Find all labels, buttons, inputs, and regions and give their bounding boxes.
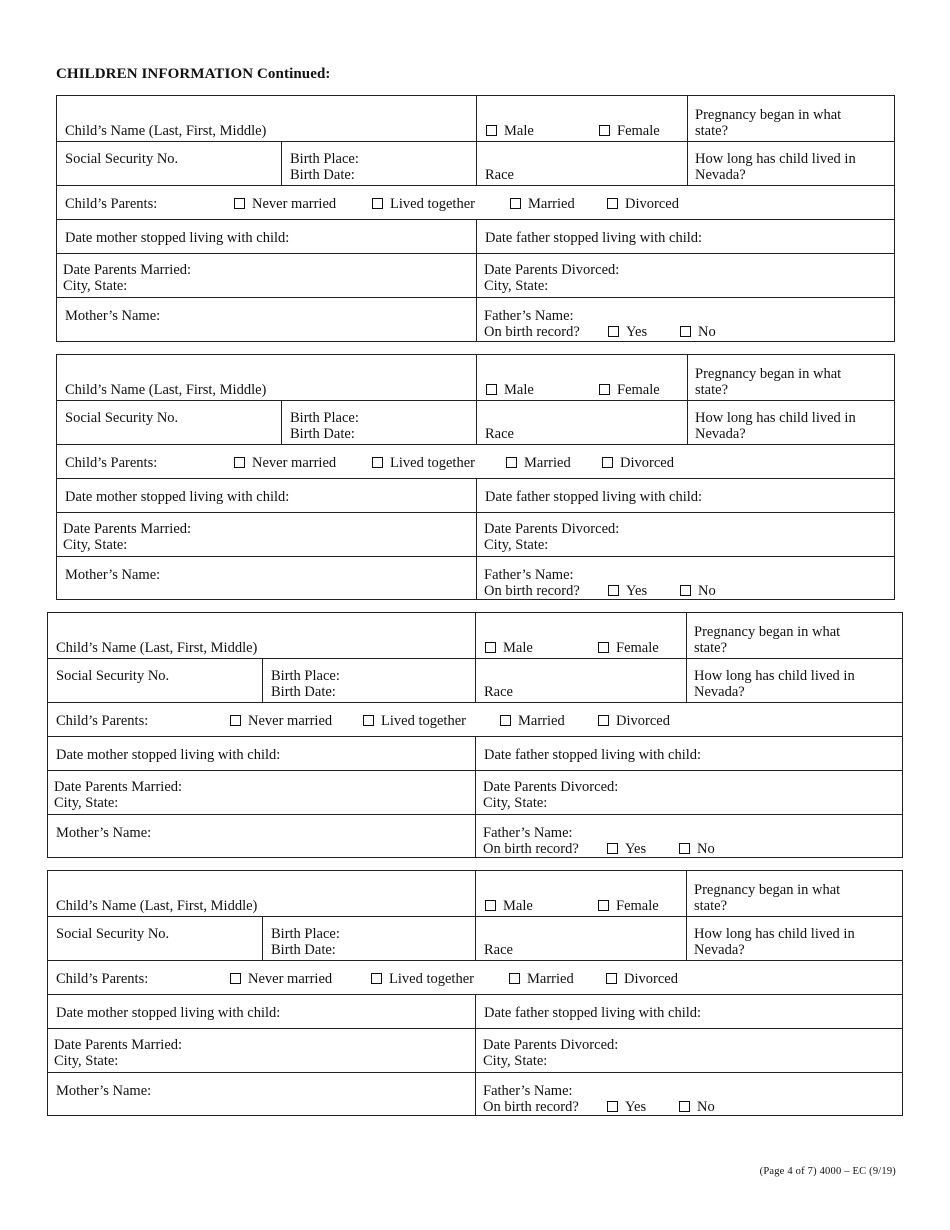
pregnancy-label-line2: state?	[694, 898, 728, 914]
marriage-row	[57, 512, 894, 557]
pregnancy-state-field[interactable]	[686, 613, 902, 658]
birth-place-label: Birth Place:	[290, 151, 359, 167]
mother-stopped-field[interactable]	[48, 995, 475, 1029]
birth-date-label: Birth Date:	[290, 426, 355, 442]
mother-name-field[interactable]	[48, 815, 475, 857]
never-married-label: Never married	[252, 196, 337, 212]
parents-label: Child’s Parents:	[65, 196, 158, 212]
lived-together-checkbox[interactable]	[371, 973, 382, 984]
parents-status-row	[48, 702, 902, 737]
female-checkbox[interactable]	[598, 642, 609, 653]
race-label: Race	[485, 426, 514, 442]
stopped-living-row	[48, 736, 902, 771]
name-row	[57, 355, 894, 400]
ssn-field[interactable]	[48, 917, 262, 961]
child-name-field[interactable]	[48, 871, 475, 916]
father-stopped-label: Date father stopped living with child:	[484, 1005, 702, 1021]
female-checkbox[interactable]	[599, 384, 610, 395]
child-information-block-3	[47, 612, 903, 858]
yes-label: Yes	[625, 841, 647, 857]
male-option[interactable]	[485, 898, 533, 914]
never-married-label: Never married	[252, 455, 337, 471]
name-row	[57, 96, 894, 141]
mother-name-label: Mother’s Name:	[65, 308, 161, 324]
father-stopped-field[interactable]	[475, 995, 902, 1029]
divorced-option[interactable]	[598, 713, 670, 729]
birth-date-label: Birth Date:	[271, 684, 336, 700]
never-married-checkbox[interactable]	[234, 198, 245, 209]
female-checkbox[interactable]	[598, 900, 609, 911]
parents-divorced-label: Date Parents Divorced:	[484, 262, 620, 278]
female-checkbox[interactable]	[599, 125, 610, 136]
father-stopped-field[interactable]	[476, 220, 894, 254]
mother-name-label: Mother’s Name:	[56, 825, 152, 841]
parents-married-label: Date Parents Married:	[63, 521, 192, 537]
mother-stopped-label: Date mother stopped living with child:	[56, 747, 281, 763]
lived-together-label: Lived together	[390, 196, 475, 212]
yes-label: Yes	[626, 324, 648, 340]
pregnancy-label-line1: Pregnancy began in what	[694, 624, 841, 640]
child-name-label: Child’s Name (Last, First, Middle)	[56, 640, 258, 656]
child-name-label: Child’s Name (Last, First, Middle)	[65, 123, 267, 139]
married-checkbox[interactable]	[500, 715, 511, 726]
pregnancy-state-field[interactable]	[687, 96, 894, 141]
birth-record-no-option[interactable]	[680, 583, 716, 599]
lived-nevada-label-line1: How long has child lived in	[695, 151, 856, 167]
race-field[interactable]	[475, 917, 686, 961]
birth-record-no-option[interactable]	[679, 1099, 715, 1115]
divorced-option[interactable]	[602, 455, 674, 471]
father-name-label: Father’s Name:	[483, 1083, 573, 1099]
never-married-option[interactable]	[234, 455, 336, 471]
lived-together-option[interactable]	[371, 971, 474, 987]
birth-record-no-checkbox[interactable]	[680, 585, 691, 596]
birth-record-yes-checkbox[interactable]	[608, 326, 619, 337]
divorced-label: Divorced	[625, 196, 679, 212]
birth-field[interactable]	[281, 142, 476, 186]
stopped-living-row	[57, 478, 894, 513]
female-option[interactable]	[599, 382, 660, 398]
page-footer: (Page 4 of 7) 4000 – EC (9/19)	[759, 1166, 896, 1177]
male-checkbox[interactable]	[485, 642, 496, 653]
pregnancy-state-field[interactable]	[687, 355, 894, 400]
lived-together-option[interactable]	[372, 455, 475, 471]
parents-divorced-field[interactable]	[476, 513, 894, 557]
parents-married-label: Date Parents Married:	[54, 1037, 183, 1053]
never-married-label: Never married	[248, 971, 333, 987]
ssn-row	[48, 916, 902, 961]
lived-nevada-label-line2: Nevada?	[694, 684, 745, 700]
married-checkbox[interactable]	[506, 457, 517, 468]
parents-status-row	[48, 960, 902, 995]
pregnancy-label-line2: state?	[695, 382, 729, 398]
never-married-checkbox[interactable]	[230, 973, 241, 984]
race-field[interactable]	[475, 659, 686, 703]
father-name-field[interactable]	[476, 557, 894, 599]
divorced-label: Divorced	[620, 455, 674, 471]
names-row	[48, 814, 902, 857]
lived-nevada-field[interactable]	[687, 142, 894, 186]
lived-together-checkbox[interactable]	[372, 198, 383, 209]
lived-together-option[interactable]	[363, 713, 466, 729]
parents-married-label: Date Parents Married:	[54, 779, 183, 795]
birth-place-label: Birth Place:	[290, 410, 359, 426]
parents-divorced-label: Date Parents Divorced:	[484, 521, 620, 537]
lived-nevada-field[interactable]	[687, 401, 894, 445]
birth-date-label: Birth Date:	[290, 167, 355, 183]
divorced-label: Divorced	[616, 713, 670, 729]
race-field[interactable]	[476, 401, 687, 445]
on-birth-record-label: On birth record?	[484, 324, 580, 340]
parents-divorced-label: Date Parents Divorced:	[483, 1037, 619, 1053]
race-field[interactable]	[476, 142, 687, 186]
mother-stopped-field[interactable]	[57, 220, 476, 254]
lived-together-checkbox[interactable]	[372, 457, 383, 468]
father-name-field[interactable]	[476, 298, 894, 341]
birth-field[interactable]	[281, 401, 476, 445]
married-label: Married	[528, 196, 575, 212]
never-married-option[interactable]	[234, 196, 336, 212]
male-option[interactable]	[486, 382, 534, 398]
divorced-city-state-label: City, State:	[484, 278, 549, 294]
father-stopped-label: Date father stopped living with child:	[485, 230, 703, 246]
female-option[interactable]	[598, 640, 659, 656]
father-name-label: Father’s Name:	[484, 567, 574, 583]
parents-married-field[interactable]	[57, 254, 476, 298]
pregnancy-label-line1: Pregnancy began in what	[695, 107, 842, 123]
birth-record-yes-checkbox[interactable]	[607, 843, 618, 854]
child-information-block-1	[56, 95, 895, 342]
sex-field	[475, 613, 686, 658]
pregnancy-label-line2: state?	[694, 640, 728, 656]
female-label: Female	[617, 382, 660, 398]
no-label: No	[698, 324, 716, 340]
race-label: Race	[485, 167, 514, 183]
never-married-option[interactable]	[230, 713, 332, 729]
ssn-label: Social Security No.	[56, 668, 170, 684]
on-birth-record-label: On birth record?	[483, 841, 579, 857]
married-option[interactable]	[510, 196, 575, 212]
male-checkbox[interactable]	[485, 900, 496, 911]
father-stopped-label: Date father stopped living with child:	[485, 489, 703, 505]
lived-together-label: Lived together	[381, 713, 466, 729]
lived-together-option[interactable]	[372, 196, 475, 212]
male-checkbox[interactable]	[486, 384, 497, 395]
never-married-option[interactable]	[230, 971, 332, 987]
stopped-living-row	[48, 994, 902, 1029]
mother-name-field[interactable]	[48, 1073, 475, 1115]
mother-name-field[interactable]	[57, 557, 476, 599]
birth-record-no-option[interactable]	[680, 324, 716, 340]
married-city-state-label: City, State:	[63, 278, 128, 294]
married-city-state-label: City, State:	[54, 1053, 119, 1069]
lived-nevada-label-line2: Nevada?	[694, 942, 745, 958]
parents-divorced-field[interactable]	[475, 771, 902, 815]
name-row	[48, 871, 902, 916]
lived-nevada-label-line2: Nevada?	[695, 167, 746, 183]
names-row	[57, 297, 894, 341]
female-option[interactable]	[599, 123, 660, 139]
never-married-label: Never married	[248, 713, 333, 729]
birth-record-no-option[interactable]	[679, 841, 715, 857]
lived-nevada-label-line1: How long has child lived in	[695, 410, 856, 426]
married-checkbox[interactable]	[510, 198, 521, 209]
birth-record-yes-option[interactable]	[608, 583, 647, 599]
father-name-label: Father’s Name:	[484, 308, 574, 324]
stopped-living-row	[57, 219, 894, 254]
ssn-row	[57, 400, 894, 445]
pregnancy-state-field[interactable]	[686, 871, 902, 916]
ssn-label: Social Security No.	[56, 926, 170, 942]
yes-label: Yes	[625, 1099, 647, 1115]
male-label: Male	[503, 640, 533, 656]
birth-field[interactable]	[262, 917, 475, 961]
parents-married-field[interactable]	[57, 513, 476, 557]
female-option[interactable]	[598, 898, 659, 914]
parents-label: Child’s Parents:	[56, 971, 149, 987]
parents-divorced-field[interactable]	[475, 1029, 902, 1073]
divorced-city-state-label: City, State:	[483, 1053, 548, 1069]
pregnancy-label-line1: Pregnancy began in what	[695, 366, 842, 382]
child-name-label: Child’s Name (Last, First, Middle)	[65, 382, 267, 398]
mother-stopped-field[interactable]	[57, 479, 476, 513]
marriage-row	[48, 770, 902, 815]
female-label: Female	[617, 123, 660, 139]
never-married-checkbox[interactable]	[234, 457, 245, 468]
lived-nevada-label-line2: Nevada?	[695, 426, 746, 442]
child-name-field[interactable]	[48, 613, 475, 658]
birth-record-yes-checkbox[interactable]	[608, 585, 619, 596]
father-stopped-field[interactable]	[476, 479, 894, 513]
no-label: No	[697, 841, 715, 857]
birth-record-yes-option[interactable]	[608, 324, 647, 340]
birth-record-no-checkbox[interactable]	[680, 326, 691, 337]
never-married-checkbox[interactable]	[230, 715, 241, 726]
yes-label: Yes	[626, 583, 648, 599]
name-row	[48, 613, 902, 658]
female-label: Female	[616, 640, 659, 656]
divorced-option[interactable]	[607, 196, 679, 212]
ssn-row	[48, 658, 902, 703]
ssn-label: Social Security No.	[65, 151, 179, 167]
names-row	[57, 556, 894, 599]
divorced-checkbox[interactable]	[602, 457, 613, 468]
race-label: Race	[484, 942, 513, 958]
divorced-checkbox[interactable]	[606, 973, 617, 984]
lived-nevada-field[interactable]	[686, 659, 902, 703]
parents-divorced-label: Date Parents Divorced:	[483, 779, 619, 795]
ssn-field[interactable]	[48, 659, 262, 703]
lived-together-checkbox[interactable]	[363, 715, 374, 726]
mother-stopped-label: Date mother stopped living with child:	[65, 230, 290, 246]
parents-married-field[interactable]	[48, 1029, 475, 1073]
mother-name-label: Mother’s Name:	[56, 1083, 152, 1099]
father-name-field[interactable]	[475, 815, 902, 857]
lived-together-label: Lived together	[390, 455, 475, 471]
parents-married-field[interactable]	[48, 771, 475, 815]
pregnancy-label-line2: state?	[695, 123, 729, 139]
married-city-state-label: City, State:	[54, 795, 119, 811]
female-label: Female	[616, 898, 659, 914]
lived-together-label: Lived together	[389, 971, 474, 987]
child-name-field[interactable]	[57, 96, 476, 141]
father-name-field[interactable]	[475, 1073, 902, 1115]
divorced-city-state-label: City, State:	[483, 795, 548, 811]
lived-nevada-label-line1: How long has child lived in	[694, 926, 855, 942]
parents-married-label: Date Parents Married:	[63, 262, 192, 278]
birth-place-label: Birth Place:	[271, 926, 340, 942]
parents-status-row	[57, 185, 894, 220]
birth-place-label: Birth Place:	[271, 668, 340, 684]
divorced-checkbox[interactable]	[598, 715, 609, 726]
father-name-label: Father’s Name:	[483, 825, 573, 841]
birth-field[interactable]	[262, 659, 475, 703]
divorced-option[interactable]	[606, 971, 678, 987]
male-option[interactable]	[485, 640, 533, 656]
sex-field	[476, 355, 687, 400]
child-information-block-4	[47, 870, 903, 1116]
sex-field	[475, 871, 686, 916]
child-information-block-2	[56, 354, 895, 600]
sex-field	[476, 96, 687, 141]
race-label: Race	[484, 684, 513, 700]
mother-name-label: Mother’s Name:	[65, 567, 161, 583]
ssn-field[interactable]	[57, 142, 281, 186]
mother-stopped-label: Date mother stopped living with child:	[56, 1005, 281, 1021]
pregnancy-label-line1: Pregnancy began in what	[694, 882, 841, 898]
father-stopped-field[interactable]	[475, 737, 902, 771]
father-stopped-label: Date father stopped living with child:	[484, 747, 702, 763]
married-checkbox[interactable]	[509, 973, 520, 984]
birth-record-yes-option[interactable]	[607, 1099, 646, 1115]
ssn-row	[57, 141, 894, 186]
married-city-state-label: City, State:	[63, 537, 128, 553]
birth-record-yes-option[interactable]	[607, 841, 646, 857]
married-option[interactable]	[506, 455, 571, 471]
child-name-label: Child’s Name (Last, First, Middle)	[56, 898, 258, 914]
no-label: No	[697, 1099, 715, 1115]
page-heading: CHILDREN INFORMATION Continued:	[56, 66, 331, 82]
mother-name-field[interactable]	[57, 298, 476, 341]
married-label: Married	[524, 455, 571, 471]
male-checkbox[interactable]	[486, 125, 497, 136]
birth-record-no-checkbox[interactable]	[679, 843, 690, 854]
birth-record-yes-checkbox[interactable]	[607, 1101, 618, 1112]
parents-label: Child’s Parents:	[56, 713, 149, 729]
male-option[interactable]	[486, 123, 534, 139]
marriage-row	[57, 253, 894, 298]
birth-date-label: Birth Date:	[271, 942, 336, 958]
divorced-label: Divorced	[624, 971, 678, 987]
on-birth-record-label: On birth record?	[483, 1099, 579, 1115]
married-label: Married	[527, 971, 574, 987]
married-option[interactable]	[509, 971, 574, 987]
no-label: No	[698, 583, 716, 599]
male-label: Male	[504, 123, 534, 139]
ssn-label: Social Security No.	[65, 410, 179, 426]
parents-label: Child’s Parents:	[65, 455, 158, 471]
mother-stopped-label: Date mother stopped living with child:	[65, 489, 290, 505]
birth-record-no-checkbox[interactable]	[679, 1101, 690, 1112]
ssn-field[interactable]	[57, 401, 281, 445]
mother-stopped-field[interactable]	[48, 737, 475, 771]
divorced-checkbox[interactable]	[607, 198, 618, 209]
lived-nevada-label-line1: How long has child lived in	[694, 668, 855, 684]
male-label: Male	[504, 382, 534, 398]
child-name-field[interactable]	[57, 355, 476, 400]
married-option[interactable]	[500, 713, 565, 729]
on-birth-record-label: On birth record?	[484, 583, 580, 599]
divorced-city-state-label: City, State:	[484, 537, 549, 553]
parents-status-row	[57, 444, 894, 479]
marriage-row	[48, 1028, 902, 1073]
parents-divorced-field[interactable]	[476, 254, 894, 298]
names-row	[48, 1072, 902, 1115]
lived-nevada-field[interactable]	[686, 917, 902, 961]
male-label: Male	[503, 898, 533, 914]
married-label: Married	[518, 713, 565, 729]
